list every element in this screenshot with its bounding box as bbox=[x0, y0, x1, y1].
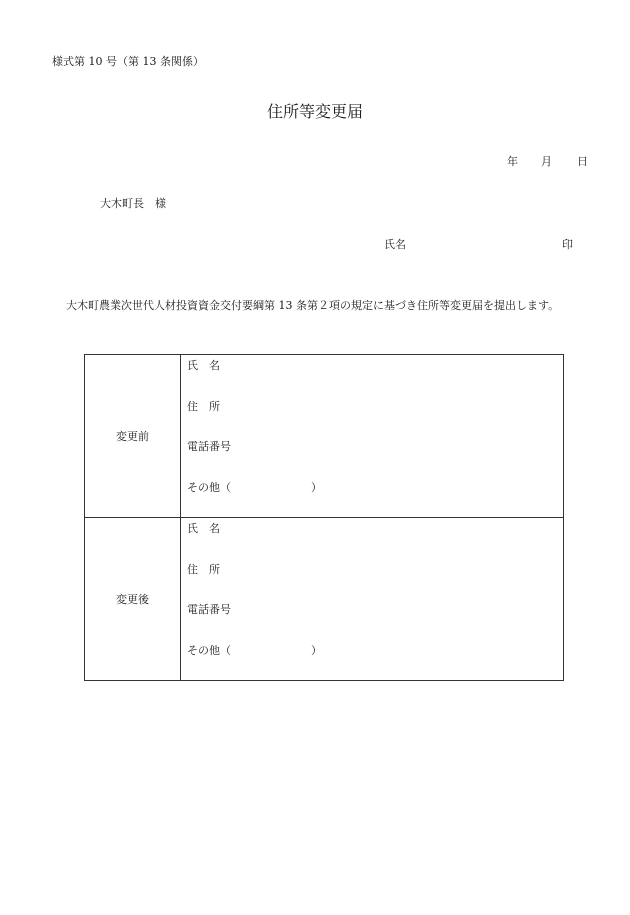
date-month-label: 月 bbox=[541, 155, 552, 168]
change-table bbox=[84, 354, 564, 681]
after-other-blank bbox=[231, 640, 311, 681]
applicant-name-label: 氏名 bbox=[384, 238, 406, 251]
after-phone-field: 電話番号 bbox=[187, 603, 231, 616]
before-fields bbox=[181, 355, 564, 518]
before-row bbox=[85, 355, 564, 518]
date-day-label: 日 bbox=[577, 155, 588, 168]
after-other-field bbox=[181, 640, 563, 681]
form-number: 様式第 10 号（第 13 条関係） bbox=[52, 55, 204, 68]
after-other-close: ） bbox=[311, 643, 322, 657]
addressee: 大木町長 様 bbox=[100, 197, 166, 210]
statement-text: 大木町農業次世代人材投資資金交付要綱第 13 条第２項の規定に基づき住所等変更届を提出します。 bbox=[66, 299, 560, 312]
before-other-open: その他（ bbox=[187, 480, 231, 494]
before-phone-field: 電話番号 bbox=[187, 440, 231, 453]
after-other-open: その他（ bbox=[187, 643, 231, 657]
before-other-field bbox=[181, 477, 563, 518]
date-year-label: 年 bbox=[507, 155, 518, 168]
before-label: 変更前 bbox=[85, 355, 181, 518]
after-label: 変更後 bbox=[85, 518, 181, 681]
seal-label: 印 bbox=[562, 238, 573, 251]
after-fields bbox=[181, 518, 564, 681]
document-title: 住所等変更届 bbox=[266, 102, 363, 121]
before-name-field: 氏 名 bbox=[187, 359, 220, 372]
before-other-close: ） bbox=[311, 480, 322, 494]
after-address-field: 住 所 bbox=[187, 562, 220, 576]
before-address-field: 住 所 bbox=[187, 399, 220, 413]
after-name-field: 氏 名 bbox=[187, 522, 220, 535]
after-row bbox=[85, 518, 564, 681]
before-other-blank bbox=[231, 477, 311, 518]
